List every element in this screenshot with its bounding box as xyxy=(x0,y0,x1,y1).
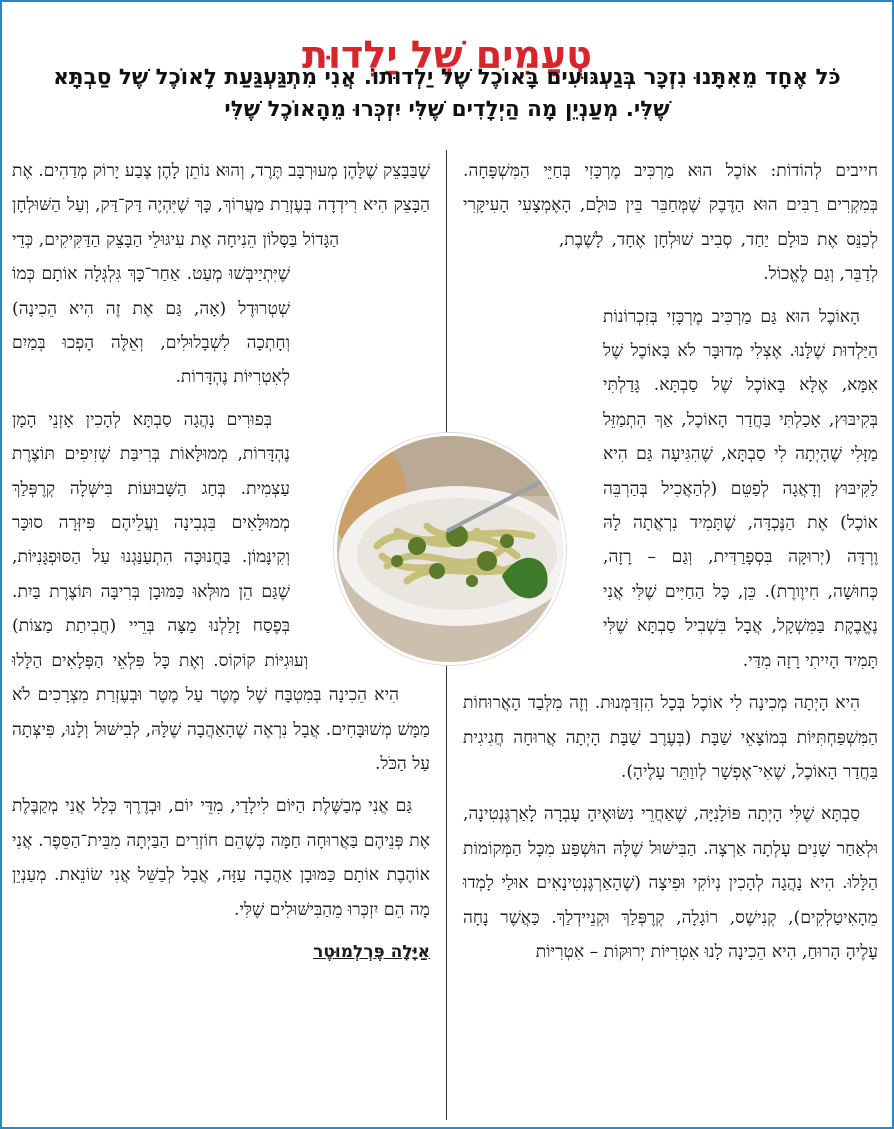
pasta-plate-image xyxy=(337,436,563,662)
paragraph: חייבים לְהוֹדוֹת: אוֹכֶל הוּא מַרְכִּיב מֶרְכָּזִי בְּחַיֵּי הַמִּשְׁפָּחָה. בְּמִקְרִים רַבִּים הוּא הַדֶּבֶק שֶׁמְּחַבֵּר בֵּין כּוּלָם, הָאֶמְצָעִי הָעִיקָּרִי לְכַנֵּס אֶת כּוּלָם יַחַד, סְבִיב שׁוּלְחָן אֶחָד, לָשֶׁבֶת, לְדַבֵּר, וְגַם לֶאֱכוֹל. xyxy=(463,161,878,285)
article-subtitle: כֹּל אֶחָד מֵאִתָּנוּ נִזְכָּר בְּגַעְגּוּעִים בָּאוֹכֶל שֶׁל יַלְדוּתוֹ. אֲנִי מִתְגַּעְגַּעַת לָאוֹכֶל שֶׁל סַבְתָּא שֶׁלִּי. מְעַנְיֵן מָה הַיְלָדִים שֶׁלִּי יִזְכְּרוּ מֵהָאוֹכֶל שֶׁלִּי xyxy=(53,65,841,122)
paragraph: סַבְתָּא שֶׁלִּי הָיְתָה פּוֹלָנִיָּה, שֶׁאַחֲרֵי נִשּׂוּאֶיהָ עָבְרָה לָאַרְגֶּנְטִינָה, וּלְאַחַר שָׁנִים עָלְתָה אַרְצָה. הַבִּישּׁוּל שֶׁלָּהּ הוּשְׁפַּע מִכָּל הַמְּקוֹמוֹת הַלָּלוּ. הִיא נָהֲגָה לְהָכִין נְיוֹקִי וּפִיצָה (שֶׁהָאַרְגֶּנְטִינָאִים אוּלַי לָמְדוּ מֵהָאִיטַלְקִים), קְנִישֶׁס, רוֹגָלָה, קְרֶפְּלַךְ וּקְנֵיידְלַךְ. כַּאֲשֶׁר נָחָה עָלֶיהָ הָרוּחַ, הִיא הֵכִינָה לָנוּ אִטְרִיּוֹת יְרוּקּוֹת – אִטְרִיּוֹת xyxy=(463,804,878,962)
article-title: טְעָמִים שֶׁל יַלְדוּת xyxy=(302,33,592,78)
pasta-photo xyxy=(334,433,566,665)
paragraph: הָאוֹכֶל הוּא גַּם מַרְכִּיב מֶרְכָּזִי בְּזִכְרוֹנוֹת הַיַּלְדוּת שֶׁלָּנוּ. אֶצְלִי מְדוּבָּר לֹא בָּאוֹכֶל שֶׁל אִמָּא, אֶלָּא בָּאוֹכֶל שֶׁל סַבְתָּא. גָּדַלְתִּי בְּקִיבּוּץ, אָכַלְתִּי בַּחֲדַר הָאוֹכֶל, אַךְ הִתְמַזֵּל מַזָּלִי שֶׁהָיְתָה לִי סַבְתָּא, שֶׁהִגִּיעָה גַּם הִיא לַקִּיבּוּץ וְדָאֲגָה לְפַטֵּם (לְהַאֲכִיל בְּהַרְבֵּה אוֹכֶל) אֶת הַנֶּכְדָּה, שֶׁתָּמִיד נִרְאֲתָה לָהּ וֶרְדָּה (יְרוּקָּה בִּסְפָרַדִּית, וְגַם – רָזָה, כְּחוּשָׁה, חִיוֶורֶת). כֵּן, כָּל הַחַיִּים שֶׁלִּי אֲנִי נֶאֱבֶקֶת בַּמִּשְׁקָל, אֲבָל בִּשְׁבִיל סַבְתָּא שֶׁלִּי תָּמִיד הָיִיתִי רָזָה מִדַּי. xyxy=(603,306,878,671)
paragraph: הִיא הָיְתָה מְכִינָה לִי אוֹכֶל בְּכָל הִזְדַּמְּנוּת. וְזֶה מִלְּבַד הָאֲרוּחוֹת הַמִּשְׁפַּחְתִּיּוֹת בְּמוֹצָאֵי שַׁבָּת (בְּעֶרֶב שַׁבָּת הָיְתָה אֲרוּחָה חֲגִיגִית בַּחֲדַר הָאוֹכֶל, שֶׁאִי־אֶפְשָׁר לְווַתֵּר עָלֶיהָ). xyxy=(463,693,878,782)
paragraph: שֶׁבַּבָּצֵק שֶׁלָּהֶן מְעוּרְבָּב תֶּרֶד, וְהוּא נוֹתֵן לָהֶן צֶבַע יָרוֹק מְדַהִים. אֶת הַבָּצֵק הִיא רִידְדָה בְּעֶזְרַת מַעֲרוֹךְ, כָּךְ שֶׁיִּהְיֶה דַּק־דַּק, וְעַל הַשּׁוּלְחָן הַגָּדוֹל בַּסָּלוֹן הֵנִיחָה אֶת עִיגּוּלֵי הַבָּצֵק הַדַּקִּיקִים, כְּדֵי שֶׁיִּתְיַיבְּשׁוּ מְעַט. אַחַר־כָּךְ גִּלְגְּלָה אוֹתָם כְּמוֹ שְׁטְרוּדֶל (אָה, גַּם אֶת זֶה הִיא הֵכִינָה) וְחָתְכָה לִשְׁבָלוּלִים, וְאֵלֶּה הָפְכוּ בְּמַיִם לְאִטְרִיּוֹת נֶהְדָּרוֹת. xyxy=(12,161,430,388)
paragraph: בְּפוּרִים נָהֲגָה סַבְתָּא לְהָכִין אָזְנֵי הָמָן נֶהְדָּרוֹת, מְמוּלָּאוֹת בְּרִיבַּת שְׁזִיפִים תּוֹצֶרֶת עַצְמִית. בְּחַג הַשָּׁבוּעוֹת בִּישְּׁלָה קְרֶפְּלַךְ מְמוּלָּאִים בִּגְבִינָה וַעֲלֵיהֶם פִּיזְּרָה סוּכָּר וְקִינָּמוֹן. בַּחֲנוּכָּה הִתְעַנַּגְנוּ עַל הַסּוּפְגָּנִיּוֹת, שֶׁגַּם הֵן מוּלְּאוּ כַּמּוּבָן בְּרִיבָּה תּוֹצֶרֶת בַּיִת. בְּפֶסַח זָלַלְנוּ מַצָּה בְּרֵיי (חֲבִיתַת מַצּוֹת) וְעוּגִיּוֹת קוֹקוֹס. וְאֶת כָּל פִּלְאֵי הַפְּלָאִים הַלָּלוּ הִיא הֵכִינָה בְּמִטְבָּח שֶׁל מֶטֶר עַל מֶטֶר וּבְעֶזְרַת מִצְרָכִים לֹא מַמָּשׁ מְשׁוּבָּחִים. אֲבָל נִרְאֶה שֶׁהָאַהֲבָה שֶׁלָּהּ, לְבִישּׁוּל וְלָנוּ, פִּיצְּתָה עַל הַכֹּל. xyxy=(12,409,430,774)
author-name: אַיָּלָה פֶּרְלְמוּטֶר xyxy=(313,941,430,962)
paragraph: גַּם אֲנִי מְבַשֶּׁלֶת הַיּוֹם לִילָדַי, מִדֵּי יוֹם, וּבְדֶרֶךְ כְּלָל אֲנִי מְקַבֶּלֶת אֶת פְּנֵיהֶם בַּאֲרוּחָה חַמָּה כְּשֶׁהֵם חוֹזְרִים הַבַּיְתָה מִבֵּית־הַסֵּפֶר. אֲנִי אוֹהֶבֶת אוֹתָם כַּמּוּבָן אַהֲבָה עַזָּה, אֲבָל לְבַשֵּׁל אֲנִי שׂוֹנֵאת. מְעַנְיֵן מָה הֵם יִזְכְּרוּ מֵהַבִּישּׁוּלִים שֶׁלִּי. xyxy=(12,796,430,920)
